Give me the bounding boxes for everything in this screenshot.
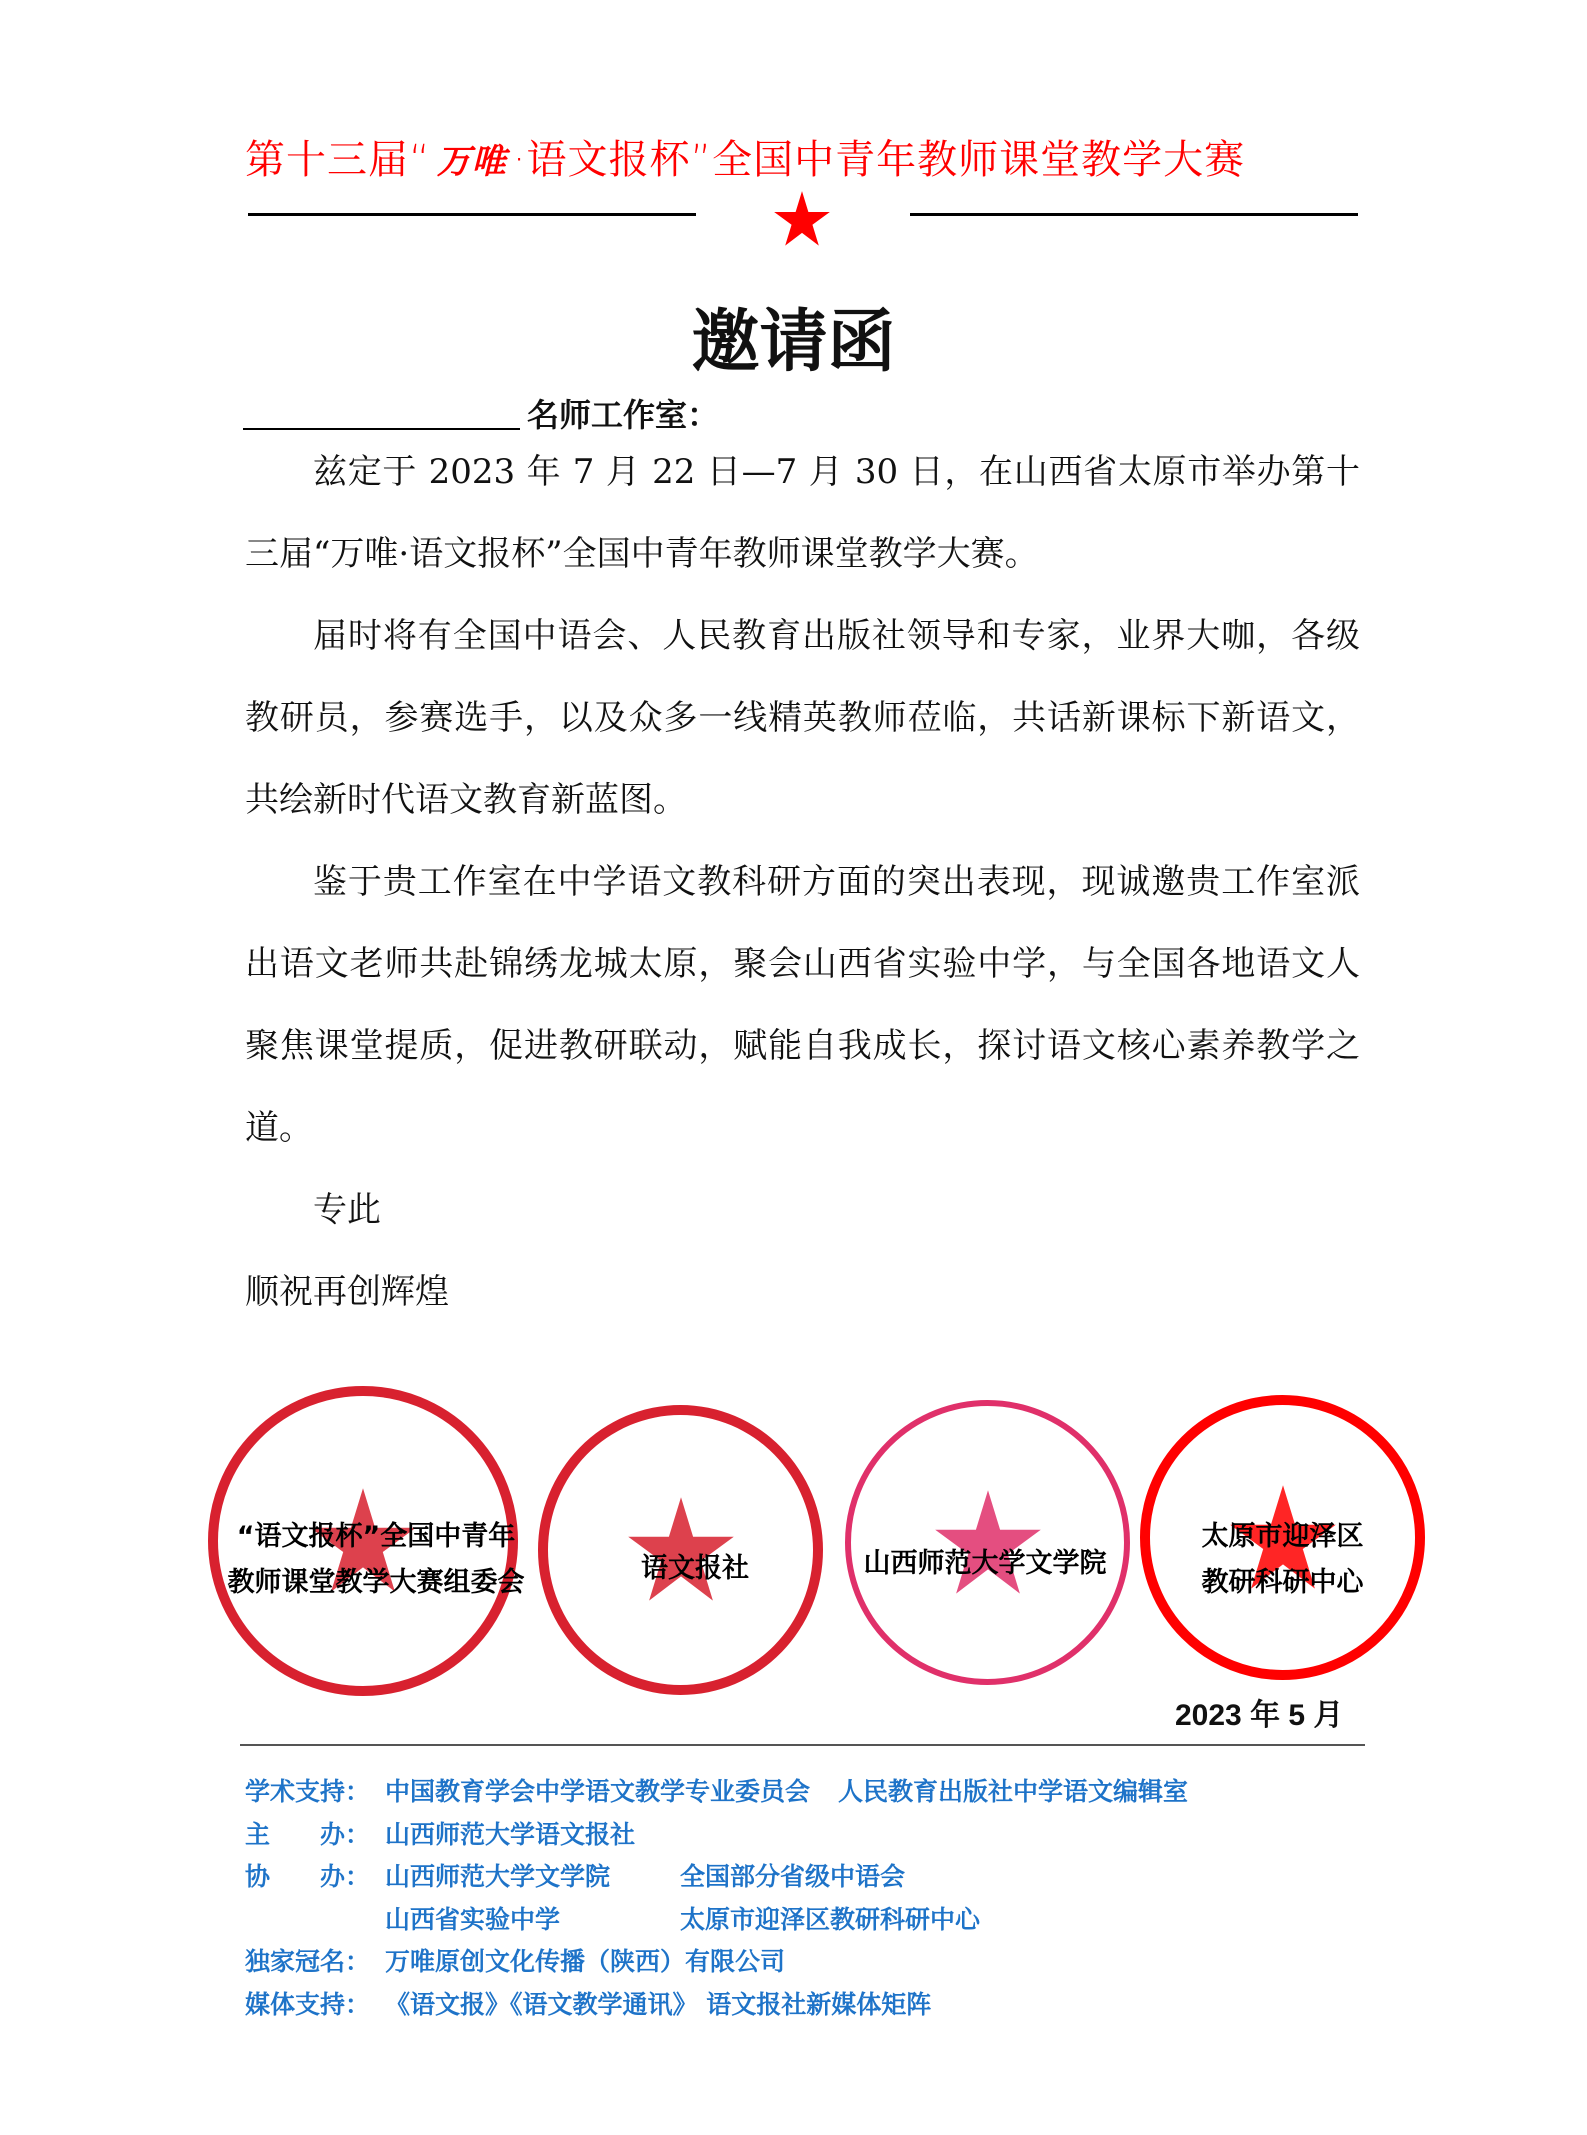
recipient-blank xyxy=(243,428,520,430)
header-suffix: ·语文报杯”全国中青年教师课堂教学大赛 xyxy=(512,137,1246,183)
footer-label: 媒体支持： xyxy=(245,1990,371,2019)
paragraph-3: 鉴于贵工作室在中学语文教科研方面的突出表现，现诚邀贵工作室派出语文老师共赴锦绣龙城太原，聚会山西省实验中学，与全国各地语文人聚焦课堂提质，促进教研联动，赋能自我成长，探讨语文核心素养教学之道。 xyxy=(245,862,1360,1148)
footer-co-host xyxy=(245,1857,1245,1893)
stamp-label-line: “语文报杯”全国中青年 xyxy=(236,1521,516,1552)
paragraph-2: 届时将有全国中语会、人民教育出版社领导和专家，业界大咖，各级教研员，参赛选手，以及众多一线精英教师莅临，共话新课标下新语文，共绘新时代语文教育新蓝图。 xyxy=(245,616,1360,820)
footer-value: 山西省实验中学 xyxy=(385,1905,561,1934)
page-title: 邀请函 xyxy=(691,303,896,382)
footer-host xyxy=(245,1815,635,1851)
closing: 顺祝再创辉煌 xyxy=(245,1272,449,1312)
footer-label: 独家冠名： xyxy=(245,1947,371,1976)
footer-value: 山西师范大学语文报社 xyxy=(385,1820,636,1849)
salutation: 名师工作室： xyxy=(527,396,720,434)
footer-value: 《语文报》《语文教学通讯》 语文报社新媒体矩阵 xyxy=(385,1990,932,2019)
footer-label: 学术支持： xyxy=(245,1777,371,1806)
footer-value: 人民教育出版社中学语文编辑室 xyxy=(838,1777,1189,1806)
issue-date: 2023 年 5 月 xyxy=(1175,1699,1344,1732)
stamp-label-line: 教师课堂教学大赛组委会 xyxy=(227,1567,525,1598)
footer-sponsor xyxy=(245,1942,785,1978)
paragraph-4: 专此 xyxy=(313,1190,381,1230)
footer-divider xyxy=(240,1744,1365,1746)
stamp-label-3: 山西师范大学文学院 xyxy=(863,1548,1107,1579)
footer-value: 中国教育学会中学语文教学专业委员会 xyxy=(385,1777,811,1806)
footer-media xyxy=(245,1985,931,2021)
footer-value: 山西师范大学文学院 xyxy=(385,1862,611,1891)
footer-label: 协 办： xyxy=(245,1862,371,1891)
header-rule-right xyxy=(910,213,1358,216)
star-icon xyxy=(773,190,831,248)
footer-value: 全国部分省级中语会 xyxy=(680,1862,906,1891)
paragraph-1: 兹定于 2023 年 7 月 22 日—7 月 30 日，在山西省太原市举办第十三届“万唯·语文报杯”全国中青年教师课堂教学大赛。 xyxy=(245,452,1360,574)
footer-co-host-2 xyxy=(245,1900,1245,1936)
footer-academic xyxy=(245,1772,1345,1808)
stamp-label-line: 教研科研中心 xyxy=(1201,1567,1364,1598)
stamp-label-line: 太原市迎泽区 xyxy=(1201,1521,1364,1552)
header-prefix: 第十三届“ xyxy=(245,137,431,183)
stamp-label-4 xyxy=(1160,1514,1405,1606)
header-rule-left xyxy=(248,213,696,216)
letter-body xyxy=(245,431,1360,1333)
footer-label: 主 办： xyxy=(245,1820,371,1849)
footer-value: 太原市迎泽区教研科研中心 xyxy=(680,1905,981,1934)
contest-header xyxy=(245,128,1355,185)
brand-logo: 万唯 xyxy=(436,142,507,182)
stamp-label-1 xyxy=(200,1514,552,1606)
stamp-label-2: 语文报社 xyxy=(641,1553,749,1584)
footer-value: 万唯原创文化传播（陕西）有限公司 xyxy=(385,1947,786,1976)
